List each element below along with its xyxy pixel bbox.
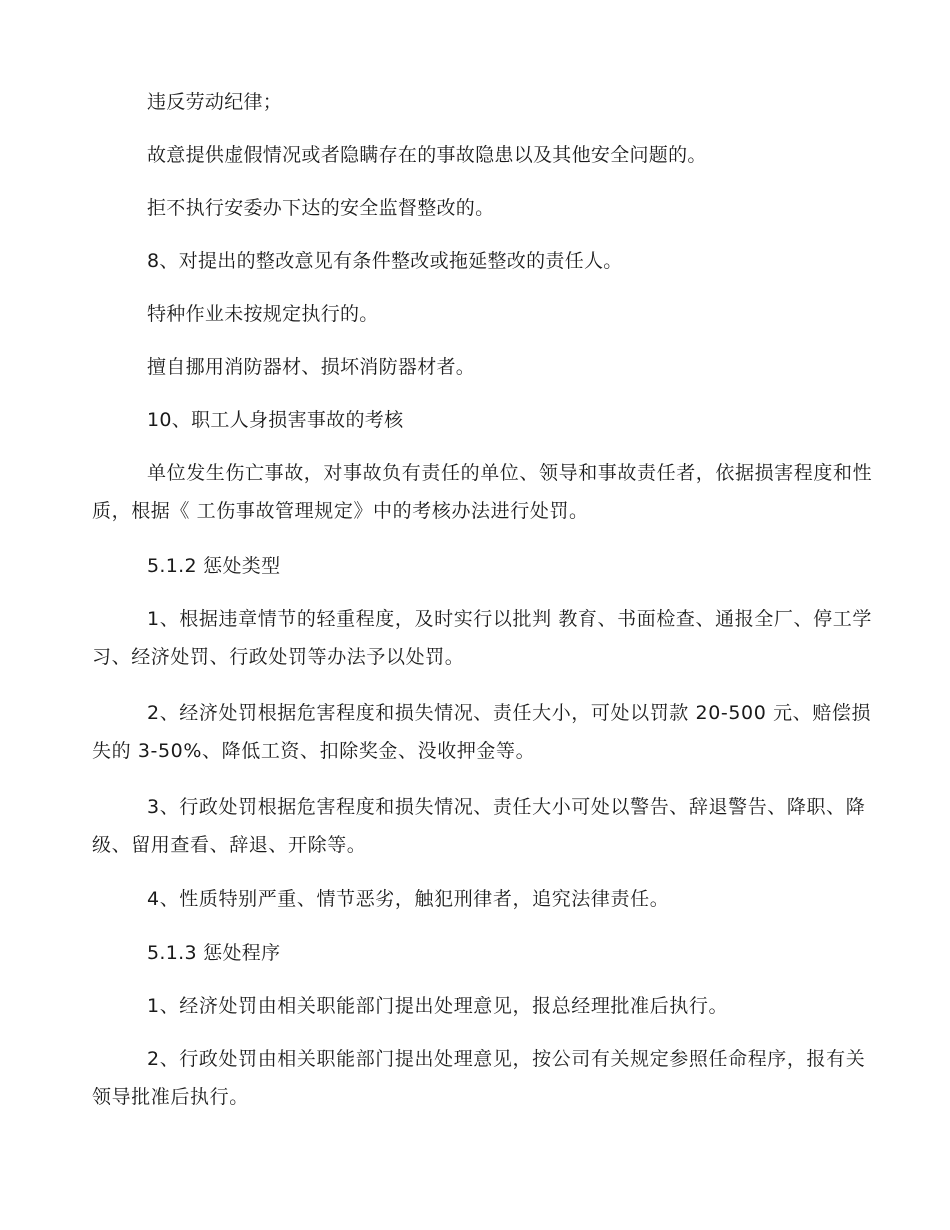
paragraph-procedure-1: 1、经济处罚由相关职能部门提出处理意见，报总经理批准后执行。 [147, 995, 729, 1017]
paragraph-procedure-2: 2、行政处罚由相关职能部门提出处理意见，按公司有关规定参照任命程序，报有关领导批准后执行。 [92, 1048, 866, 1108]
item-8-delayed-rectification: 8、对提出的整改意见有条件整改或拖延整改的责任人。 [147, 250, 623, 272]
paragraph-type-4: 4、性质特别严重、情节恶劣，触犯刑律者，追究法律责任。 [147, 888, 670, 910]
item-fire-equipment: 擅自挪用消防器材、损坏消防器材者。 [147, 356, 476, 378]
item-labor-discipline: 违反劳动纪律； [147, 91, 283, 113]
paragraph-type-1: 1、根据违章情节的轻重程度，及时实行以批判 教育、书面检查、通报全厂、停工学习、经济处罚、行政处罚等办法予以处罚。 [92, 608, 872, 668]
paragraph-type-2: 2、经济处罚根据危害程度和损失情况、责任大小，可处以罚款 20-500 元、赔偿损失的 3-50%、降低工资、扣除奖金、没收押金等。 [92, 702, 872, 762]
paragraph-casualty-accident: 单位发生伤亡事故，对事故负有责任的单位、领导和事故责任者，依据损害程度和性质，根据《 工伤事故管理规定》中的考核办法进行处罚。 [92, 462, 873, 522]
item-special-operations: 特种作业未按规定执行的。 [147, 303, 379, 325]
item-false-information: 故意提供虚假情况或者隐瞒存在的事故隐患以及其他安全问题的。 [147, 144, 707, 166]
section-heading-punishment-procedure: 5.1.3 惩处程序 [147, 942, 281, 964]
paragraph-type-3: 3、行政处罚根据危害程度和损失情况、责任大小可处以警告、辞退警告、降职、降级、留用查看、辞退、开除等。 [92, 796, 866, 856]
section-heading-punishment-types: 5.1.2 惩处类型 [147, 555, 281, 577]
item-refuse-rectification: 拒不执行安委办下达的安全监督整改的。 [147, 197, 495, 219]
item-10-injury-assessment: 10、职工人身损害事故的考核 [147, 409, 404, 431]
